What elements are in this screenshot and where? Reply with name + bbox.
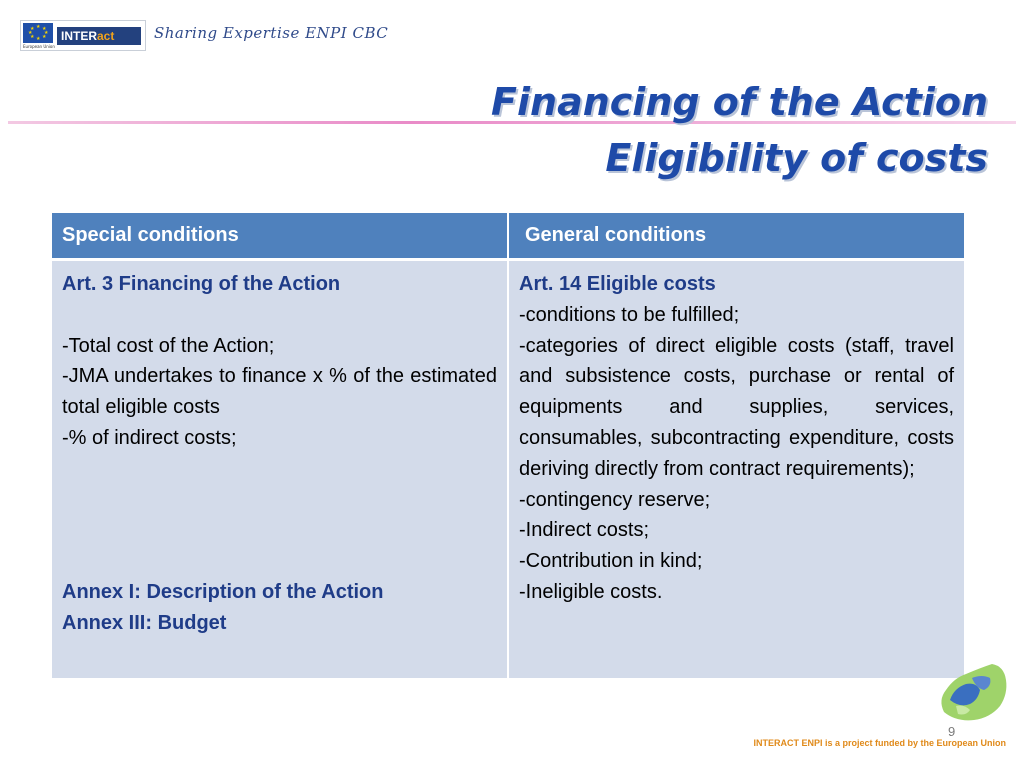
interact-logo: [20, 20, 146, 51]
europe-map-icon: [936, 660, 1008, 724]
left-heading: Art. 3 Financing of the Action: [62, 273, 341, 295]
right-item: -Contribution in kind;: [519, 550, 703, 573]
annex-item: Annex I: Description of the Action: [62, 580, 384, 603]
right-item: -conditions to be fulfilled;: [519, 303, 740, 326]
header-tagline: Sharing Expertise ENPI CBC: [154, 24, 389, 42]
right-item: -Ineligible costs.: [519, 580, 663, 603]
slide-title: [491, 74, 988, 186]
annex-item: Annex III: Budget: [62, 611, 227, 634]
logo-sub-text: European Union: [23, 44, 55, 49]
right-item: -contingency reserve;: [519, 488, 711, 511]
table-header-row: [52, 213, 964, 260]
left-item: -% of indirect costs;: [62, 426, 237, 449]
special-conditions-cell: [52, 260, 508, 679]
page-number: 9: [948, 724, 956, 739]
title-line-1: Financing of the Action: [491, 80, 988, 124]
header-special-conditions: Special conditions: [52, 213, 508, 260]
right-item: -categories of direct eligible costs (staff, travel and subsistence costs, purchase or rental of equipments and supplies, services, consumables, subcontracting expenditure, costs deriving directly from contract requirements);: [519, 334, 954, 480]
table-body-row: [52, 260, 964, 679]
interact-wordmark: INTERact: [57, 27, 141, 45]
conditions-table: [52, 213, 964, 678]
right-item: -Indirect costs;: [519, 519, 650, 542]
footer-funding-note: INTERACT ENPI is a project funded by the European Union: [753, 738, 1006, 748]
left-item: -JMA undertakes to finance x % of the estimated total eligible costs: [62, 365, 497, 419]
title-line-2: Eligibility of costs: [605, 136, 988, 180]
header-bar: [0, 0, 1024, 60]
right-heading: Art. 14 Eligible costs: [519, 273, 716, 295]
eu-flag-icon: ★ ★ ★ ★ ★ ★ ★ ★: [23, 23, 53, 43]
left-item: -Total cost of the Action;: [62, 334, 275, 357]
header-general-conditions: General conditions: [508, 213, 964, 260]
general-conditions-cell: [508, 260, 964, 679]
